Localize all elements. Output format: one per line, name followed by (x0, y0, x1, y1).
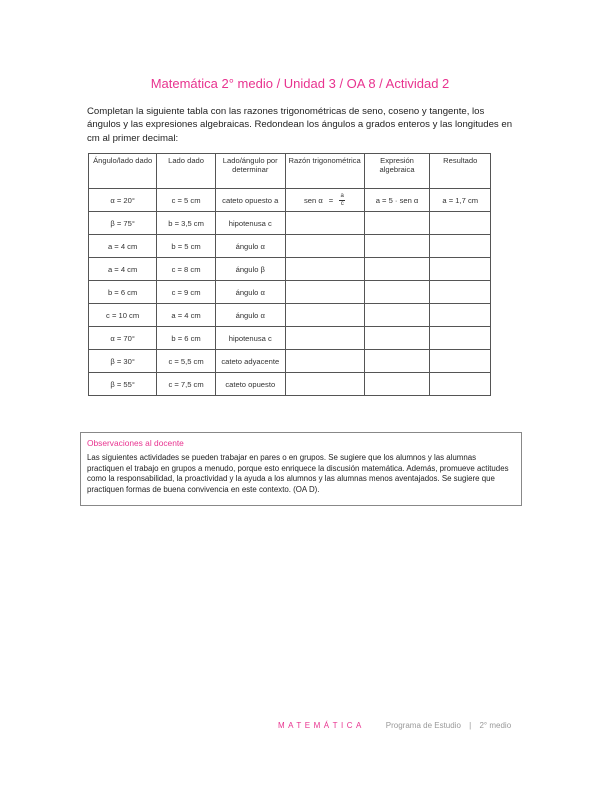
teacher-notes-text: Las siguientes actividades se pueden trabajar en pares o en grupos. Se sugiere que los alumnos y las alumnas practiquen el trabajo en grupos a menudo, porque esto enriquece la discusión matemática. Además, promueve actitudes como la responsabilidad, la proactividad y la ayuda a los alumnos y las alumnas menos aventajados. Se sugiere que practiquen formas de buena convivencia en este contexto. (OA D). (87, 453, 509, 494)
header-trig-ratio: Razón trigonométrica (285, 154, 364, 189)
cell-algebraic-expression[interactable] (364, 304, 430, 327)
cell-result[interactable] (430, 281, 491, 304)
cell-result[interactable] (430, 373, 491, 396)
cell-to-determine: hipotenusa c (215, 212, 285, 235)
cell-trig-ratio[interactable] (285, 373, 364, 396)
cell-given-angle-side: a = 4 cm (89, 258, 157, 281)
table-row (89, 235, 491, 258)
table-row (89, 327, 491, 350)
ratio-denominator: c (340, 200, 344, 207)
cell-result: a = 1,7 cm (430, 189, 491, 212)
header-to-determine: Lado/ángulo por determinar (215, 154, 285, 189)
cell-given-angle-side: a = 4 cm (89, 235, 157, 258)
page-title: Matemática 2° medio / Unidad 3 / OA 8 / Actividad 2 (150, 76, 450, 91)
header-given-angle-side: Ángulo/lado dado (89, 154, 157, 189)
cell-algebraic-expression[interactable] (364, 212, 430, 235)
cell-given-angle-side: α = 70° (89, 327, 157, 350)
cell-algebraic-expression[interactable] (364, 373, 430, 396)
table-row (89, 281, 491, 304)
cell-trig-ratio[interactable] (285, 189, 364, 212)
footer-separator (373, 721, 377, 730)
header-given-side: Lado dado (157, 154, 216, 189)
footer-brand: MATEMÁTICA (278, 721, 365, 730)
footer-program: Programa de Estudio (385, 721, 461, 730)
cell-result[interactable] (430, 258, 491, 281)
cell-given-side: b = 5 cm (157, 235, 216, 258)
cell-given-angle-side: c = 10 cm (89, 304, 157, 327)
table-row (89, 212, 491, 235)
cell-given-side: b = 3,5 cm (157, 212, 216, 235)
cell-to-determine: ángulo α (215, 235, 285, 258)
cell-given-side: c = 5,5 cm (157, 350, 216, 373)
cell-given-angle-side: β = 30° (89, 350, 157, 373)
cell-algebraic-expression[interactable] (364, 258, 430, 281)
ratio-prefix: sen α (304, 195, 323, 205)
activity-instructions: Completan la siguiente tabla con las razones trigonométricas de seno, coseno y tangente, los ángulos y las expresiones algebraicas. Redondean los ángulos a grados enteros y las longitudes en cm al primer decimal: (87, 106, 513, 144)
cell-trig-ratio[interactable] (285, 258, 364, 281)
teacher-notes-box (80, 432, 522, 506)
cell-trig-ratio[interactable] (285, 350, 364, 373)
cell-result[interactable] (430, 304, 491, 327)
cell-to-determine: hipotenusa c (215, 327, 285, 350)
footer-divider: | (469, 721, 472, 730)
trig-ratios-table (88, 153, 491, 396)
cell-to-determine: ángulo α (215, 281, 285, 304)
cell-given-angle-side: β = 55° (89, 373, 157, 396)
cell-trig-ratio[interactable] (285, 327, 364, 350)
cell-given-angle-side: b = 6 cm (89, 281, 157, 304)
table-row (89, 350, 491, 373)
table-row (89, 304, 491, 327)
cell-to-determine: cateto adyacente (215, 350, 285, 373)
cell-given-side: a = 4 cm (157, 304, 216, 327)
cell-to-determine: cateto opuesto a (215, 189, 285, 212)
cell-algebraic-expression[interactable] (364, 350, 430, 373)
cell-to-determine: cateto opuesto (215, 373, 285, 396)
table-row (89, 258, 491, 281)
cell-to-determine: ángulo α (215, 304, 285, 327)
cell-result[interactable] (430, 327, 491, 350)
header-result: Resultado (430, 154, 491, 189)
cell-given-angle-side: β = 75° (89, 212, 157, 235)
ratio-fraction (339, 193, 345, 208)
cell-trig-ratio[interactable] (285, 304, 364, 327)
cell-given-side: c = 5 cm (157, 189, 216, 212)
cell-given-side: b = 6 cm (157, 327, 216, 350)
cell-trig-ratio[interactable] (285, 235, 364, 258)
cell-algebraic-expression: a = 5 · sen α (364, 189, 430, 212)
cell-given-angle-side: α = 20° (89, 189, 157, 212)
cell-given-side: c = 8 cm (157, 258, 216, 281)
cell-result[interactable] (430, 350, 491, 373)
cell-algebraic-expression[interactable] (364, 281, 430, 304)
cell-trig-ratio[interactable] (285, 212, 364, 235)
header-algebraic-expression: Expresión algebraica (364, 154, 430, 189)
cell-result[interactable] (430, 235, 491, 258)
footer-grade: 2° medio (479, 721, 512, 730)
ratio-numerator: a (340, 192, 344, 199)
cell-algebraic-expression[interactable] (364, 235, 430, 258)
ratio-example: sen α = $\frac{a}{c}$ (304, 192, 344, 207)
teacher-notes-title: Observaciones al docente (87, 438, 184, 448)
cell-result[interactable] (430, 212, 491, 235)
cell-algebraic-expression[interactable] (364, 327, 430, 350)
cell-to-determine: ángulo β (215, 258, 285, 281)
page-footer (278, 721, 511, 730)
cell-trig-ratio[interactable] (285, 281, 364, 304)
table-header-row (89, 154, 491, 189)
table-row (89, 189, 491, 212)
table-row (89, 373, 491, 396)
cell-given-side: c = 7,5 cm (157, 373, 216, 396)
cell-given-side: c = 9 cm (157, 281, 216, 304)
